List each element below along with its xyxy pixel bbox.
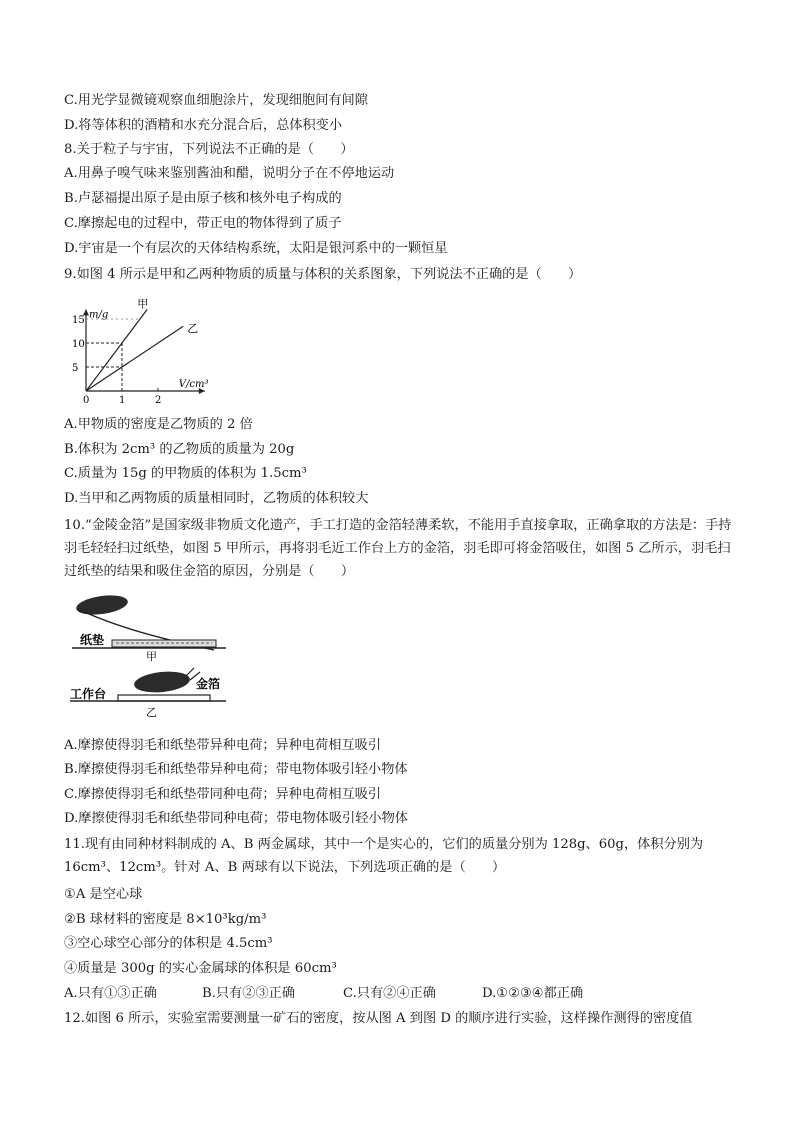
q8-option-b: B.卢瑟福提出原子是由原子核和核外电子构成的 [64,191,342,206]
q11-statement-2: ②B 球材料的密度是 8×10³kg/m³ [64,912,267,927]
q10-option-d: D.摩擦使得羽毛和纸垫带同种电荷；带电物体吸引轻小物体 [64,811,408,826]
q7-option-d: D.将等体积的酒精和水充分混合后，总体积变小 [64,118,343,133]
q10-option-b: B.摩擦使得羽毛和纸垫带异种电荷；带电物体吸引轻小物体 [64,762,408,777]
figure4-chart [70,288,230,408]
y-tick-label: 10 [72,339,85,350]
q11-statement-3: ③空心球空心部分的体积是 4.5cm³ [64,936,273,951]
q9-stem: 9.如图 4 所示是甲和乙两种物质的质量与体积的关系图象，下列说法不正确的是（ ） [64,267,582,282]
label-gongzuotai: 工作台 [70,687,107,701]
label-jia: 甲 [146,650,157,663]
q9-option-c: C.质量为 15g 的甲物质的体积为 1.5cm³ [64,466,307,481]
q11-stem: 11.现有由同种材料制成的 A、B 两金属球，其中一个是实心的，它们的质量分别为 128g、60g，体积分别为 16cm³、12cm³。针对 A、B 两球有以下说法，下列选项正确的是（ ） [64,837,704,875]
x-tick-label: 0 [83,395,90,406]
q8-option-d: D.宇宙是一个有层次的天体结构系统，太阳是银河系中的一颗恒星 [64,241,448,256]
q7-option-c: C.用光学显微镜观察血细胞涂片，发现细胞间有间隙 [64,93,368,108]
label-jinbo: 金箔 [196,677,221,691]
y-tick-label: 15 [72,315,85,326]
q11-option-a: A.只有①③正确 [64,986,157,1001]
q12-stem: 12.如图 6 所示，实验室需要测量一矿石的密度，按从图 A 到图 D 的顺序进行实验，这样操作测得的密度值 [64,1011,693,1026]
y-axis-label: m/g [89,309,109,321]
x-tick-label: 1 [119,395,126,406]
series-line-jia [86,309,147,391]
y-tick-label: 5 [72,363,79,374]
label-zhidian: 纸垫 [80,633,105,647]
q10-stem: 10.“金陵金箔”是国家级非物质文化遗产，手工打造的金箔轻薄柔软，不能用手直接拿取，正确拿取的方法是：手持羽毛轻轻扫过纸垫，如图 5 甲所示，再将羽毛近工作台上方的金箔，羽毛即可将金箔吸住，如图 5 乙所示，羽毛扫过纸垫的结果和吸住金箔的原因，分别是（ ） [64,518,732,579]
q9-option-a: A.甲物质的密度是乙物质的 2 倍 [64,417,253,432]
series-label-yi: 乙 [187,322,199,336]
series-line-yi [86,326,183,391]
q9-option-d: D.当甲和乙两物质的质量相同时，乙物质的体积较大 [64,491,369,506]
q9-option-b: B.体积为 2cm³ 的乙物质的质量为 20g [64,442,295,457]
q11-statement-1: ①A 是空心球 [64,887,143,902]
x-axis-label: V/cm³ [178,379,209,390]
q10-option-a: A.摩擦使得羽毛和纸垫带异种电荷；异种电荷相互吸引 [64,738,382,753]
q11-option-d: D.①②③④都正确 [482,986,584,1001]
q8-option-a: A.用鼻子嗅气味来鉴别酱油和醋，说明分子在不停地运动 [64,166,395,181]
label-yi: 乙 [146,706,157,719]
figure5-diagram [66,592,236,722]
series-label-jia: 甲 [137,297,149,311]
q8-option-c: C.摩擦起电的过程中，带正电的物体得到了质子 [64,216,342,231]
feather-yi [133,668,200,695]
q10-option-c: C.摩擦使得羽毛和纸垫带同种电荷；异种电荷相互吸引 [64,787,382,802]
x-tick-label: 2 [155,395,162,406]
q11-option-c: C.只有②④正确 [343,986,436,1001]
q8-stem: 8.关于粒子与宇宙，下列说法不正确的是（ ） [64,142,354,157]
q11-statement-4: ④质量是 300g 的实心金属球的体积是 60cm³ [64,961,337,976]
q11-option-b: B.只有②③正确 [202,986,296,1001]
